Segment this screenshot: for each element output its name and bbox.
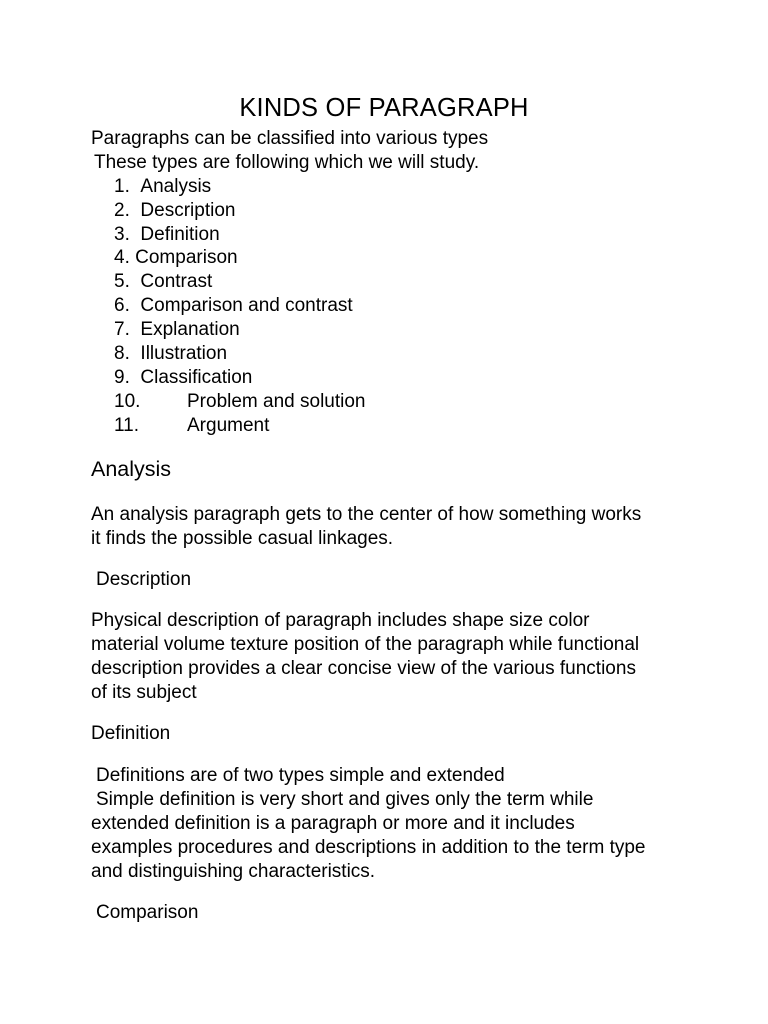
list-item [114,225,220,244]
list-label: Comparison and contrast [140,295,353,316]
page-title: KINDS OF PARAGRAPH [239,94,529,122]
list-item [114,272,212,291]
definition-line-3: extended definition is a paragraph or more and it includes [91,813,575,834]
list-item [114,368,252,387]
definition-line-5: and distinguishing characteristics. [91,861,376,882]
section-heading-definition: Definition [91,723,171,744]
analysis-line-1: An analysis paragraph gets to the center of how something works [91,504,642,525]
list-label: Contrast [140,271,213,292]
list-number: 5. [114,271,130,292]
section-heading-analysis: Analysis [91,457,172,481]
list-number: 10. [114,391,141,412]
list-label: Definition [140,224,220,245]
list-number: 9. [114,367,130,388]
analysis-line-2: it finds the possible casual linkages. [91,528,394,549]
definition-line-2: Simple definition is very short and gives only the term while [96,789,594,810]
list-number: 11. [114,415,140,436]
list-label: Explanation [140,319,240,340]
list-item [114,392,140,411]
description-line-3: description provides a clear concise view of the various functions [91,658,636,679]
list-label: Analysis [140,176,212,197]
list-number: 4. [114,247,130,268]
list-item [114,416,139,435]
list-label: Illustration [140,343,228,364]
description-line-2: material volume texture position of the paragraph while functional [91,634,640,655]
section-heading-comparison: Comparison [96,902,199,923]
list-label: Problem and solution [187,391,366,412]
list-item [114,320,240,339]
list-item [114,344,227,363]
list-number: 8. [114,343,130,364]
list-number: 3. [114,224,130,245]
list-number: 1. [114,176,130,197]
description-line-4: of its subject [91,682,197,703]
intro-line-2: These types are following which we will study. [94,152,480,173]
list-label: Comparison [135,247,238,268]
list-number: 7. [114,319,130,340]
list-number: 2. [114,200,130,221]
definition-line-1: Definitions are of two types simple and extended [96,765,505,786]
definition-line-4: examples procedures and descriptions in addition to the term type [91,837,646,858]
list-item [114,177,211,196]
section-heading-description: Description [96,569,192,590]
list-item [114,296,353,315]
list-label: Classification [140,367,253,388]
list-number: 6. [114,295,130,316]
list-item [114,248,238,267]
list-label: Description [140,200,236,221]
list-label: Argument [187,415,270,436]
intro-line-1: Paragraphs can be classified into various types [91,128,489,149]
list-item [114,201,235,220]
description-line-1: Physical description of paragraph includes shape size color [91,610,590,631]
